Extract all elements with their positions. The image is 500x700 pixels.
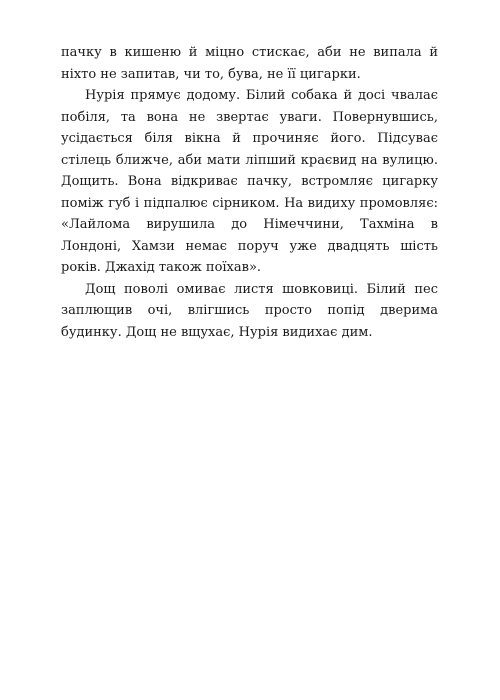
- page-body-text: [61, 42, 438, 343]
- paragraph-nuria-home: Нурія прямує додому. Білий собака й досі чвалає побіля, та вона не звертає уваги. Повернувшись, усідається біля вікна й прочиняє його. Підсуває стілець ближче, аби мати ліпший краєвид на вулицю. Дощить. Вона відкриває пачку, встромляє цигарку поміж губ і підпалює сірником. На видиху промовляє: «Лайлома вирушила до Німеччини, Тахміна в Лондоні, Хамзи немає поруч уже двадцять шість років. Джахід також поїхав».: [61, 88, 438, 275]
- paragraph-continuation: пачку в кишеню й міцно стискає, аби не випала й ніхто не запитав, чи то, бува, не її цигарки.: [61, 45, 438, 82]
- paragraph-rain: Дощ поволі омиває листя шовковиці. Білий пес заплющив очі, влігшись просто попід дверима будинку. Дощ не вщухає, Нурія видихає дим.: [61, 281, 438, 340]
